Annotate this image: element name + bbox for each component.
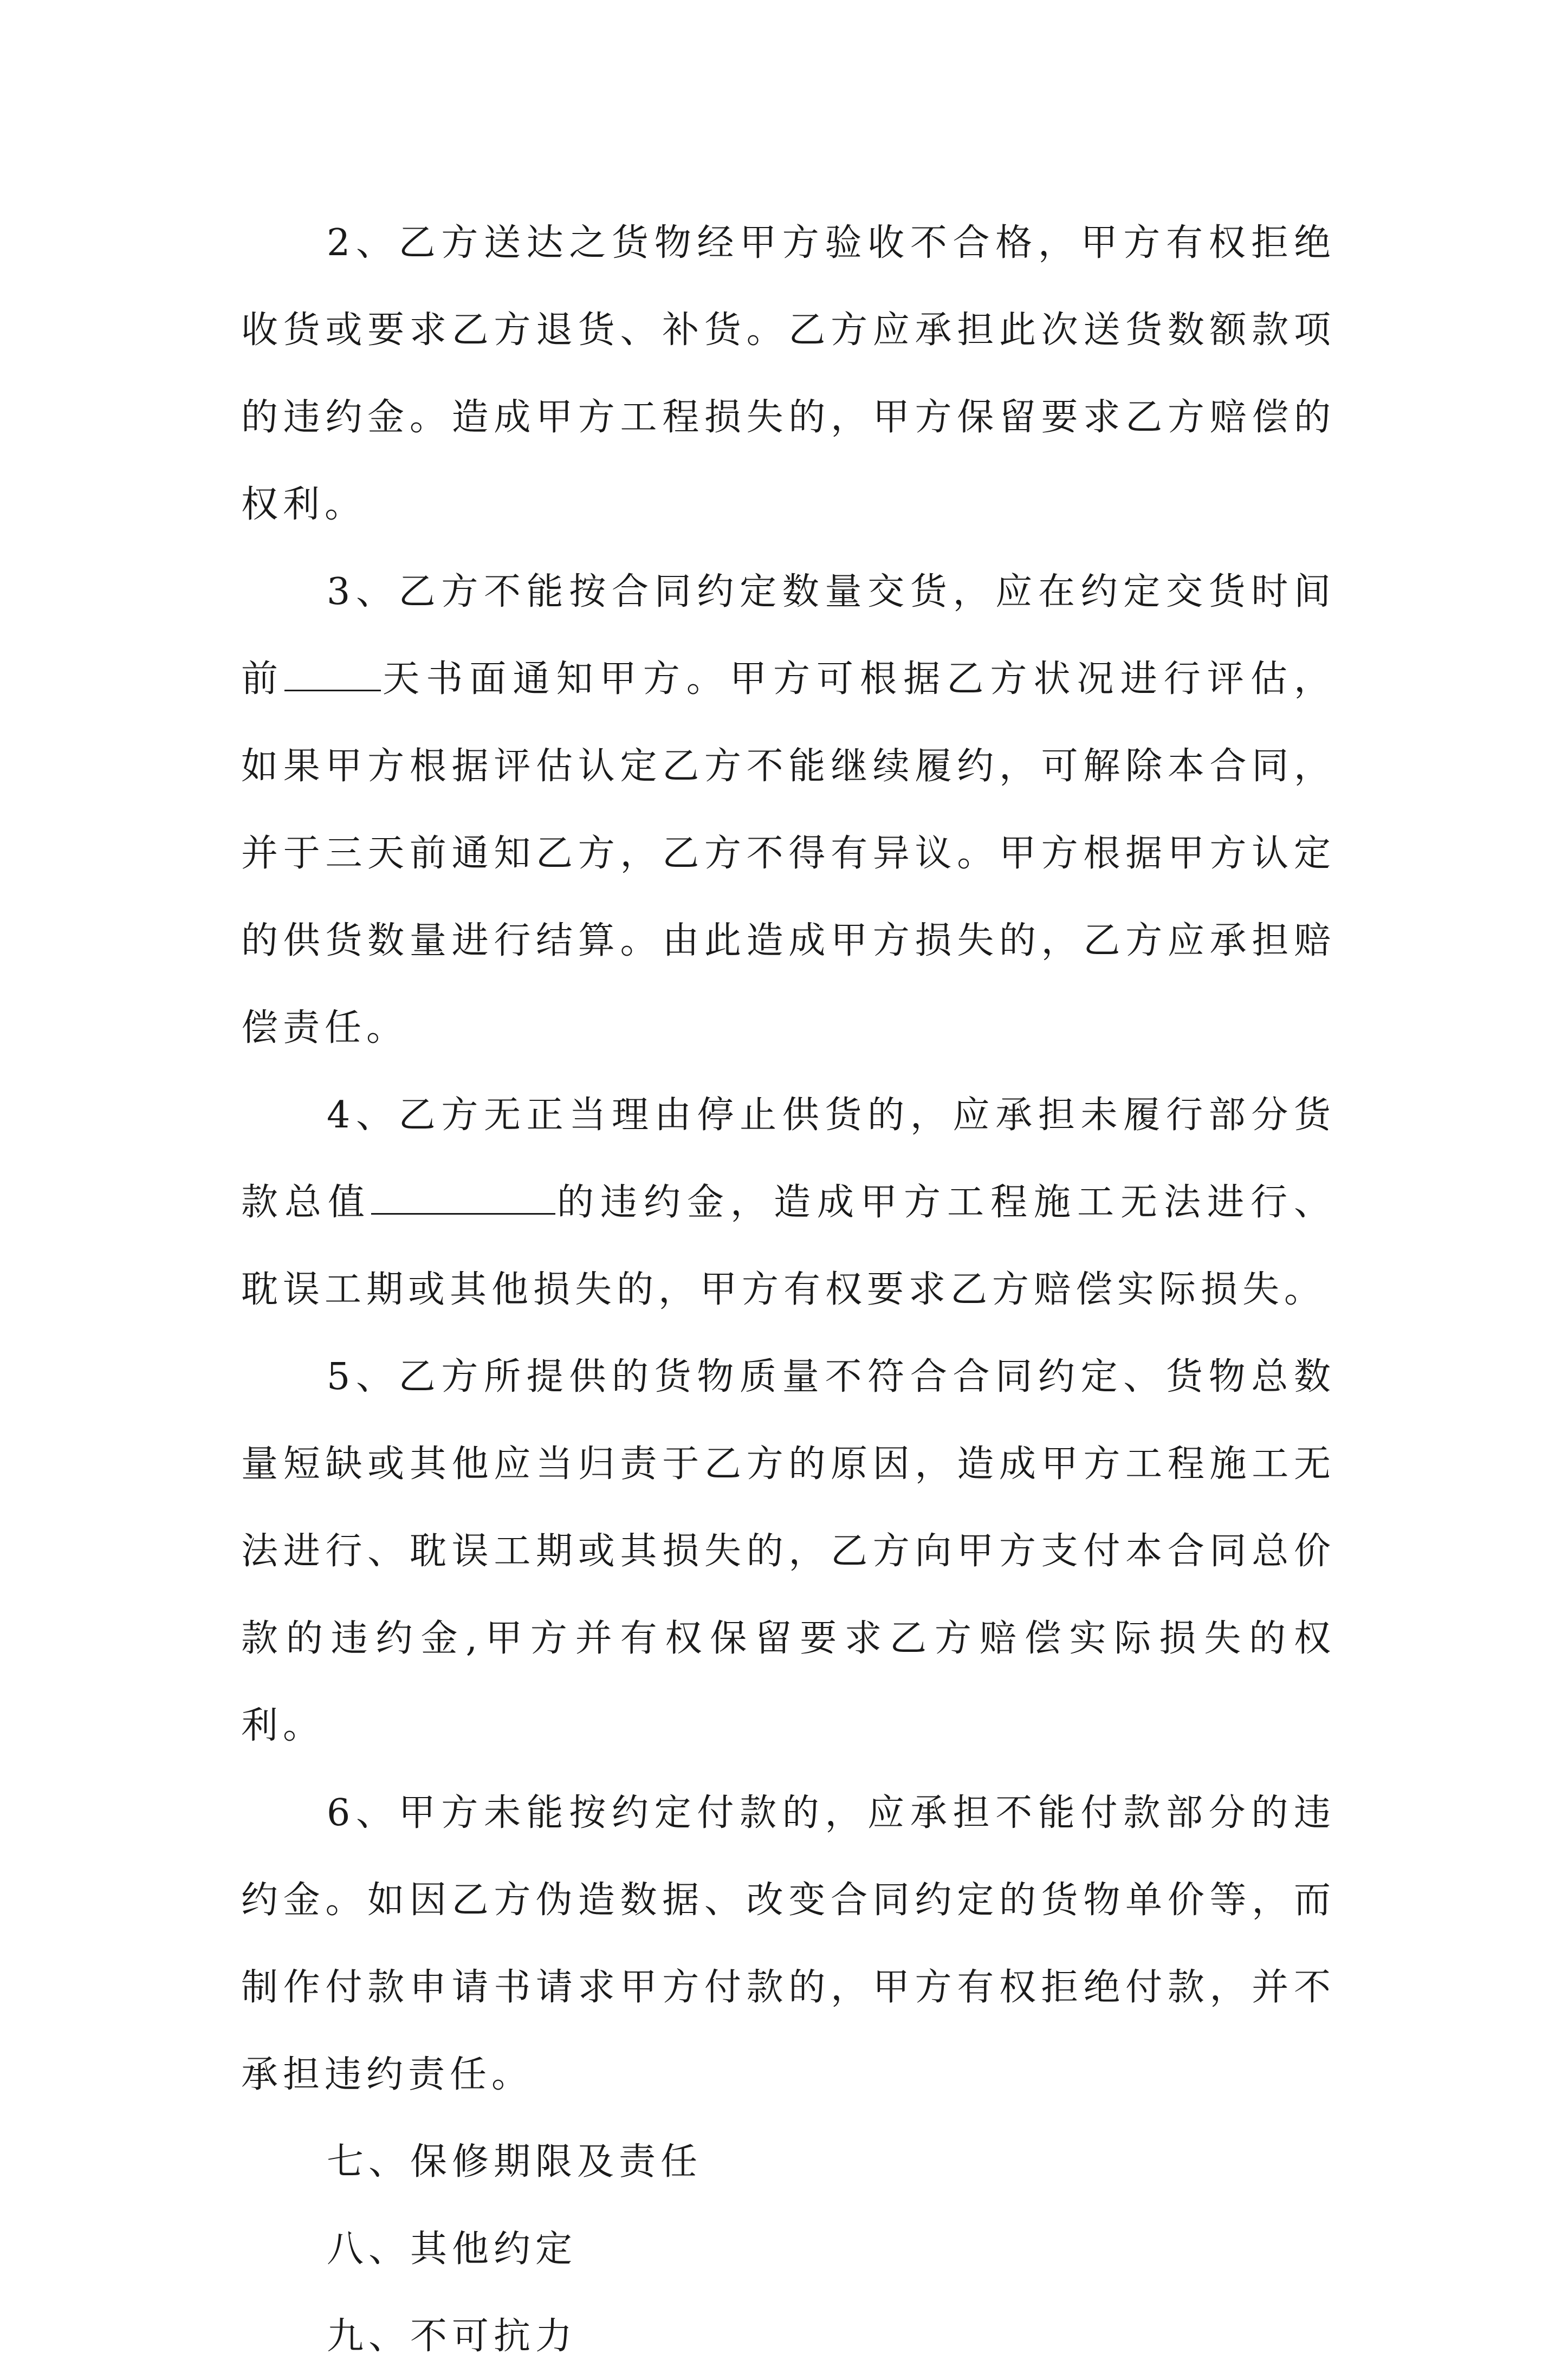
fill-in-blank-penalty	[371, 1182, 555, 1215]
clause-3	[241, 548, 1336, 1072]
clause-4-text-after: 的违约金，造成甲方工程施工无法进行、耽误工期或其他损失的，甲方有权要求乙方赔偿实际损失。	[241, 1181, 1336, 1311]
clause-4	[241, 1072, 1336, 1333]
clause-5-text: 5、乙方所提供的货物质量不符合合同约定、货物总数量短缺或其他应当归责于乙方的原因，造成甲方工程施工无法进行、耽误工期或其损失的，乙方向甲方支付本合同总价款的违约金,甲方并有权保留要求乙方赔偿实际损失的权利。	[241, 1356, 1336, 1747]
clause-3-text-after: 天书面通知甲方。甲方可根据乙方状况进行评估，如果甲方根据评估认定乙方不能继续履约，可解除本合同，并于三天前通知乙方，乙方不得有异议。甲方根据甲方认定的供货数量进行结算。由此造成甲方损失的，乙方应承担赔偿责任。	[241, 658, 1336, 1049]
clause-4-text-before: 4、乙方无正当理由停止供货的，应承担未履行部分货款总值	[241, 1094, 1336, 1224]
clause-6-text: 6、甲方未能按约定付款的，应承担不能付款部分的违约金。如因乙方伪造数据、改变合同约定的货物单价等，而制作付款申请书请求甲方付款的，甲方有权拒绝付款，并不承担违约责任。	[241, 1792, 1336, 2096]
section-heading-warranty: 七、保修期限及责任	[327, 2141, 703, 2183]
clause-2	[241, 199, 1336, 548]
clause-5	[241, 1333, 1336, 1769]
fill-in-blank-days	[284, 658, 381, 691]
document-body	[241, 199, 1336, 2380]
section-heading-other-terms: 八、其他约定	[327, 2228, 578, 2271]
clause-6	[241, 1769, 1336, 2118]
section-heading-force-majeure: 九、不可抗力	[327, 2315, 578, 2358]
clause-3-text-before: 3、乙方不能按合同约定数量交货，应在约定交货时间前	[241, 570, 1336, 701]
clause-2-text: 2、乙方送达之货物经甲方验收不合格，甲方有权拒绝收货或要求乙方退货、补货。乙方应承担此次送货数额款项的违约金。造成甲方工程损失的，甲方保留要求乙方赔偿的权利。	[241, 222, 1336, 526]
